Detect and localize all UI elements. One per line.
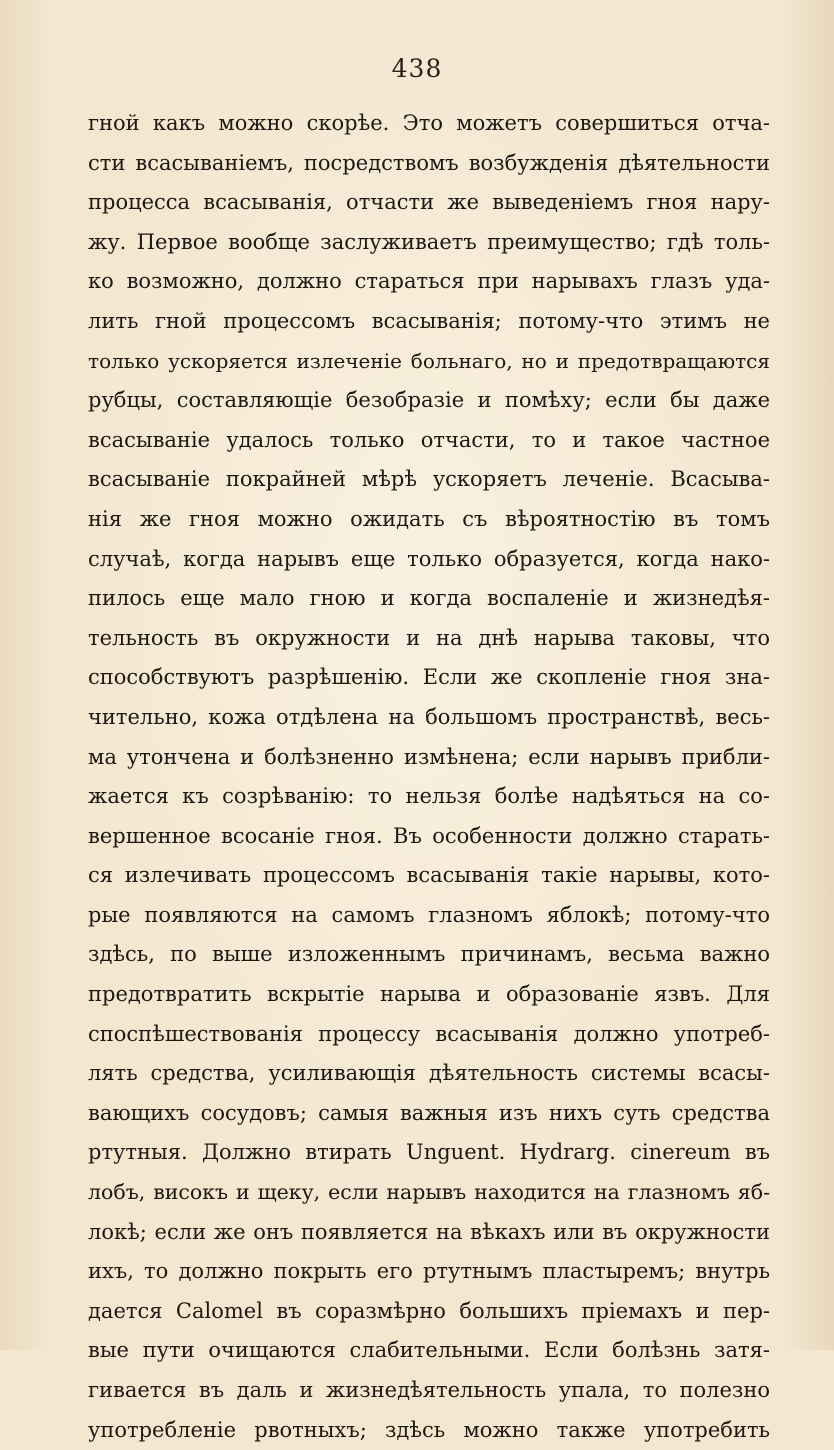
text-line: ко возможно, должно стараться при нарывахъ глазъ уда- xyxy=(88,269,770,294)
text-line: лять средства, усиливающія дѣятельность системы всасы- xyxy=(88,1061,770,1086)
body-text xyxy=(88,104,770,1450)
text-line: случаѣ, когда нарывъ еще только образуется, когда нако- xyxy=(88,546,770,571)
text-line: употребленіе рвотныхъ; здѣсь можно также употребить xyxy=(88,1417,770,1442)
text-line: рые появляются на самомъ глазномъ яблокѣ; потому-что xyxy=(88,902,770,927)
text-line: предотвратить вскрытіе нарыва и образованіе язвъ. Для xyxy=(88,982,770,1007)
text-line: чительно, кожа отдѣлена на большомъ пространствѣ, весь- xyxy=(88,704,770,729)
text-line: дается Calomel въ соразмѣрно большихъ пріемахъ и пер- xyxy=(88,1298,770,1323)
text-line: жается къ созрѣванію: то нельзя болѣе надѣяться на со- xyxy=(88,784,770,809)
text-line: здѣсь, по выше изложеннымъ причинамъ, весьма важно xyxy=(88,942,770,967)
text-line: всасываніе удалось только отчасти, то и такое частное xyxy=(88,427,770,452)
text-line: вающихъ сосудовъ; самыя важныя изъ нихъ суть средства xyxy=(88,1100,770,1125)
text-line: только ускоряется излеченіе больнаго, но и предотвращаются xyxy=(88,348,770,373)
text-line: ихъ, то должно покрыть его ртутнымъ пластыремъ; внутрь xyxy=(88,1259,770,1284)
text-line: нія же гноя можно ожидать съ вѣроятностію въ томъ xyxy=(88,506,770,531)
text-line: гной какъ можно скорѣе. Это можетъ совершиться отча- xyxy=(88,111,770,135)
text-line: способствуютъ разрѣшенію. Если же скопленіе гноя зна- xyxy=(88,665,770,690)
text-line: тельность въ окружности и на днѣ нарыва таковы, что xyxy=(88,625,770,650)
text-line: ртутныя. Должно втирать Unguent. Hydrarg. cinereum въ xyxy=(88,1140,770,1165)
text-line: жу. Первое вообще заслуживаетъ преимущество; гдѣ толь- xyxy=(88,229,770,254)
text-line: вершенное всосаніе гноя. Въ особенности должно старать- xyxy=(88,823,770,848)
text-line: локѣ; если же онъ появляется на вѣкахъ или въ окружности xyxy=(88,1219,770,1244)
text-line: ся излечивать процессомъ всасыванія такіе нарывы, кото- xyxy=(88,863,770,888)
text-line: процесса всасыванія, отчасти же выведеніемъ гноя нару- xyxy=(88,190,770,215)
text-line: ма утончена и болѣзненно измѣнена; если нарывъ прибли- xyxy=(88,744,770,769)
text-line: споспѣшествованія процессу всасыванія должно употреб- xyxy=(88,1021,770,1046)
text-line: сти всасываніемъ, посредствомъ возбужденія дѣятельности xyxy=(88,150,770,175)
text-line: гивается въ даль и жизнедѣятельность упала, то полезно xyxy=(88,1378,770,1402)
page-number: 438 xyxy=(391,54,443,83)
text-line: пилось еще мало гною и когда воспаленіе и жизнедѣя- xyxy=(88,586,770,611)
text-line: лить гной процессомъ всасыванія; потому-что этимъ не xyxy=(88,308,770,333)
text-line: всасываніе покрайней мѣрѣ ускоряетъ леченіе. Всасыва- xyxy=(88,467,770,492)
text-line: лобъ, високъ и щеку, если нарывъ находится на глазномъ яб- xyxy=(88,1180,770,1205)
text-line: вые пути очищаются слабительными. Если болѣзнь затя- xyxy=(88,1338,770,1363)
text-line: рубцы, составляющіе безобразіе и помѣху; если бы даже xyxy=(88,388,770,413)
